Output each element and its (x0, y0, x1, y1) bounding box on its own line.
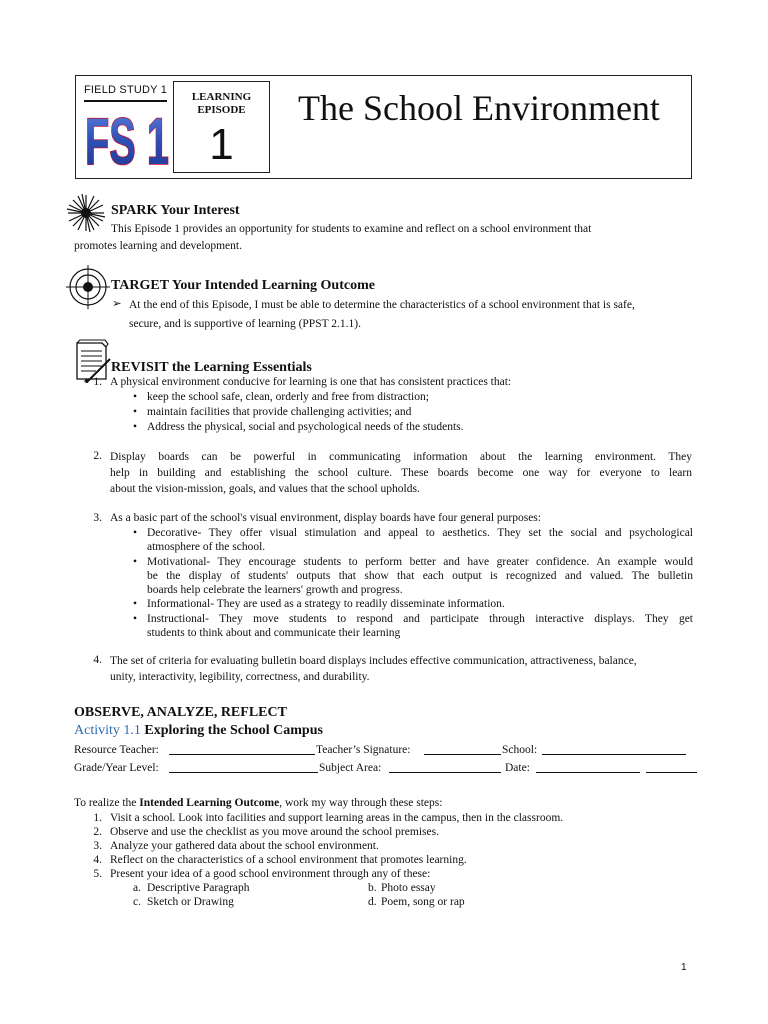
bullet-icon: • (132, 613, 138, 625)
option-a-letter: a. (133, 882, 141, 894)
purpose-motivational-line3: boards help celebrate the learners' growth and progress. (147, 584, 403, 596)
option-a-text: Descriptive Paragraph (147, 882, 250, 894)
purpose-instructional-line2: students to think about and communicate their learning (147, 627, 401, 639)
revisit-item-3-text: As a basic part of the school's visual environment, display boards have four general purposes: (110, 512, 541, 524)
step-4-text: Reflect on the characteristics of a school environment that promotes learning. (110, 854, 467, 866)
revisit-item-2-line1: Display boards can be powerful in communicating information about the learning environment. They (110, 451, 692, 463)
grade-level-label: Grade/Year Level: (74, 762, 159, 774)
purpose-decorative-line2: atmosphere of the school. (147, 541, 266, 553)
target-line1: At the end of this Episode, I must be able to determine the characteristics of a school environment that is safe, (129, 299, 635, 311)
step-2-text: Observe and use the checklist as you move around the school premises. (110, 826, 439, 838)
option-d-text: Poem, song or rap (381, 896, 465, 908)
bullet-icon: • (132, 556, 138, 568)
purpose-motivational-line2: be the display of students' outputs that show that each output is recognized and valued. The bulletin (147, 570, 693, 582)
grade-level-field[interactable] (169, 772, 318, 773)
activity-label: Activity 1.1 (74, 723, 141, 738)
step-3-text: Analyze your gathered data about the school environment. (110, 840, 379, 852)
revisit-item-3-number: 3. (93, 512, 102, 524)
subject-area-field[interactable] (389, 772, 501, 773)
steps-intro-post: , work my way through these steps: (279, 797, 443, 809)
school-label: School: (502, 744, 538, 756)
step-4-number: 4. (93, 854, 102, 866)
episode-label-1: LEARNING (191, 91, 252, 103)
step-2-number: 2. (93, 826, 102, 838)
target-icon (66, 265, 110, 309)
bullet-icon: • (132, 598, 138, 610)
revisit-item-1-bullet-2: maintain facilities that provide challenging activities; and (147, 406, 412, 418)
starburst-icon (66, 193, 106, 233)
revisit-item-1-text: A physical environment conducive for learning is one that has consistent practices that: (110, 376, 512, 388)
field-study-label: FIELD STUDY 1 (84, 84, 168, 96)
subject-area-label: Subject Area: (319, 762, 382, 774)
page-title: The School Environment (298, 88, 660, 128)
teacher-signature-field[interactable] (424, 754, 501, 755)
observe-heading: OBSERVE, ANALYZE, REFLECT (74, 705, 287, 720)
step-5-text: Present your idea of a good school environment through any of these: (110, 868, 431, 880)
purpose-informational: Informational- They are used as a strategy to readily disseminate information. (147, 598, 505, 610)
arrow-bullet-icon: ➢ (112, 298, 122, 310)
revisit-item-2-line2: help in building and establishing the school culture. These boards become one way for everyone to learn (110, 467, 692, 479)
date-label: Date: (505, 762, 530, 774)
episode-number: 1 (209, 120, 234, 169)
bullet-icon: • (132, 527, 138, 539)
purpose-instructional-line1: Instructional- They move students to respond and participate through interactive displays. They get (147, 613, 693, 625)
fs1-logo (84, 104, 170, 174)
steps-intro-bold: Intended Learning Outcome (139, 797, 280, 809)
spark-heading: SPARK Your Interest (111, 203, 240, 218)
steps-intro-pre: To realize the (74, 797, 140, 809)
option-d-letter: d. (368, 896, 377, 908)
target-heading: TARGET Your Intended Learning Outcome (111, 278, 375, 293)
school-field[interactable] (542, 754, 686, 755)
revisit-heading: REVISIT the Learning Essentials (111, 360, 312, 375)
header-box (75, 75, 692, 179)
step-1-number: 1. (93, 812, 102, 824)
teacher-signature-label: Teacher’s Signature: (316, 744, 411, 756)
episode-label-2: EPISODE (197, 104, 246, 116)
activity-title: Exploring the School Campus (144, 723, 323, 738)
date-field-extra[interactable] (646, 772, 697, 773)
step-3-number: 3. (93, 840, 102, 852)
page-number: 1 (681, 962, 687, 973)
revisit-item-1-number: 1. (93, 376, 102, 388)
revisit-item-1-bullet-1: keep the school safe, clean, orderly and free from distraction; (147, 391, 429, 403)
activity-heading (74, 723, 323, 739)
episode-box (173, 81, 270, 173)
option-c-letter: c. (133, 896, 141, 908)
bullet-icon: • (132, 421, 138, 433)
revisit-item-4-line2: unity, interactivity, legibility, correctness, and durability. (110, 671, 370, 683)
revisit-item-2-line3: about the vision-mission, goals, and values that the school upholds. (110, 483, 420, 495)
resource-teacher-label: Resource Teacher: (74, 744, 159, 756)
bullet-icon: • (132, 406, 138, 418)
field-study-rule (84, 100, 167, 102)
date-field[interactable] (536, 772, 640, 773)
revisit-item-2-number: 2. (93, 450, 102, 462)
spark-text-line1: This Episode 1 provides an opportunity for students to examine and reflect on a school environment that (111, 223, 592, 235)
option-b-text: Photo essay (381, 882, 436, 894)
step-1-text: Visit a school. Look into facilities and support learning areas in the campus, then in the classroom. (110, 812, 564, 824)
step-5-number: 5. (93, 868, 102, 880)
steps-intro (74, 796, 442, 811)
fs1-logo-text: FS 1 (85, 104, 169, 174)
revisit-item-1-bullet-3: Address the physical, social and psychological needs of the students. (147, 421, 464, 433)
bullet-icon: • (132, 391, 138, 403)
option-b-letter: b. (368, 882, 377, 894)
spark-text-line2: promotes learning and development. (74, 240, 242, 252)
revisit-item-4-line1: The set of criteria for evaluating bulletin board displays includes effective communication, attractiveness, balance, (110, 655, 637, 667)
target-line2: secure, and is supportive of learning (PPST 2.1.1). (129, 318, 361, 330)
purpose-motivational-line1: Motivational- They encourage students to perform better and have greater confidence. An example would (147, 556, 693, 568)
revisit-item-4-number: 4. (93, 654, 102, 666)
purpose-decorative-line1: Decorative- They offer visual stimulation and appeal to aesthetics. They set the social and psychological (147, 527, 693, 539)
option-c-text: Sketch or Drawing (147, 896, 234, 908)
resource-teacher-field[interactable] (169, 754, 315, 755)
